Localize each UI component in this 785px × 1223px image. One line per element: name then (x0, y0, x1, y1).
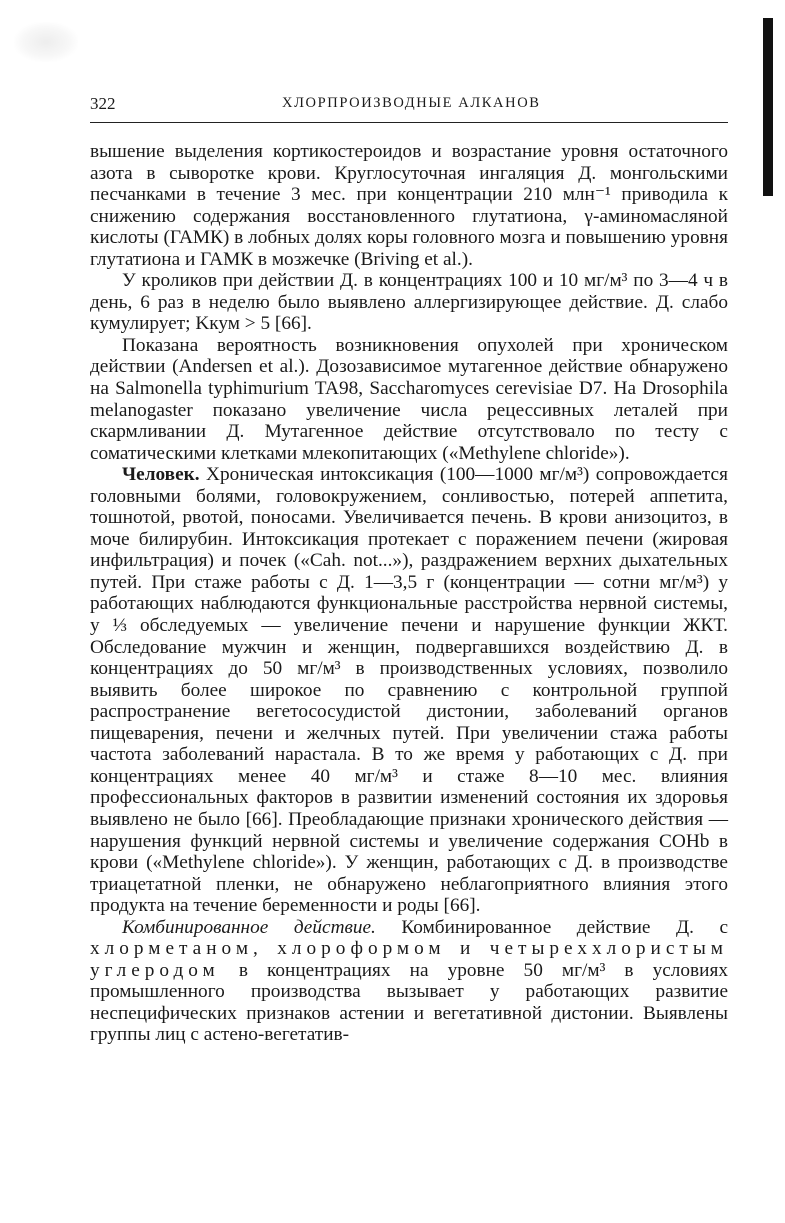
running-head: ХЛОРПРОИЗВОДНЫЕ АЛКАНОВ (282, 95, 541, 111)
page-number: 322 (90, 94, 116, 113)
paragraph-3: Показана вероятность возникновения опухолей при хроническом действии (Andersen et al.). Дозозависимое мутагенное действие обнаружено на Salmonella typhimurium TA98, Saccharomyces cerevisiae D7. На Drosophila melanogaster показано увеличение числа рецессивных леталей при скармливании Д. Мутагенное действие отсутствовало по тесту с соматическими клетками млекопитающих («Methylene chloride»). (90, 334, 728, 464)
body-text (90, 141, 728, 1046)
page-header (90, 94, 728, 120)
paragraph-human (90, 464, 728, 916)
section-lead-human: Человек. (122, 464, 200, 486)
paragraph-combined-text-b: в концентрациях на уровне 50 мг/м³ в условиях промышленного производства вызывает у работающих развитие неспецифических признаков астении и вегетативной дистонии. Выявлены группы лиц с астено-вегетатив- (90, 959, 728, 1046)
paragraph-combined (90, 917, 728, 1046)
paragraph-combined-text-a: Комбинированное действие Д. с (401, 916, 729, 938)
paragraph-2: У кроликов при действии Д. в концентрациях 100 и 10 мг/м³ по 3—4 ч в день, 6 раз в неделю было выявлено аллергизирующее действие. Д. слабо кумулирует; Kкум > 5 [66]. (90, 270, 728, 335)
page-smudge (14, 22, 78, 62)
paragraph-human-text: Хроническая интоксикация (100—1000 мг/м³) сопровождается головными болями, головокружением, сонливостью, потерей аппетита, тошнотой, рвотой, поносами. Увеличивается печень. В крови анизоцитоз, в моче билирубин. Интоксикация протекает с поражением печени (жировая инфильтрация) и почек («Cah. not...»), раздражением верхних дыхательных путей. При стаже работы с Д. 1—3,5 г (концентрации — сотни мг/м³) у работающих наблюдаются функциональные расстройства нервной системы, у ⅓ обследуемых — увеличение печени и нарушение функции ЖКТ. Обследование мужчин и женщин, подвергавшихся воздействию Д. в концентрациях до 50 мг/м³ в производственных условиях, позволило выявить более широкое по сравнению с контрольной группой распространение вегетососудистой дистонии, заболеваний органов пищеварения, печени и желчных путей. При увеличении стажа работы частота заболеваний нарастала. В то же время у работающих с Д. при концентрациях менее 40 мг/м³ и стаже 8—10 мес. влияния профессиональных факторов в развитии изменений состояния их здоровья выявлено не было [66]. Преобладающие признаки хронического действия — нарушения функций нервной системы и увеличение содержания COHb в крови («Methylene chloride»). У женщин, работающих с Д. в производстве триацетатной пленки, не обнаружено неблагоприятного влияния этого продукта на течение беременности и роды [66]. (90, 464, 728, 917)
scan-edge-bar (763, 18, 773, 196)
header-rule (90, 122, 728, 123)
paragraph-1: вышение выделения кортикостероидов и возрастание уровня остаточного азота в сыворотке крови. Круглосуточная ингаляция Д. монгольскими песчанками в течение 3 мес. при концентрации 210 млн⁻¹ приводила к снижению содержания восстановленного глутатиона, γ-аминомасляной кислоты (ГАМК) в лобных долях коры головного мозга и повышению уровня глутатиона и ГАМК в мозжечке (Briving et al.). (90, 141, 728, 270)
spaced-substances: хлорметаном, хлороформом и четыреххлористым углеродом (90, 938, 728, 981)
section-lead-combined: Комбинированное действие. (122, 916, 376, 938)
